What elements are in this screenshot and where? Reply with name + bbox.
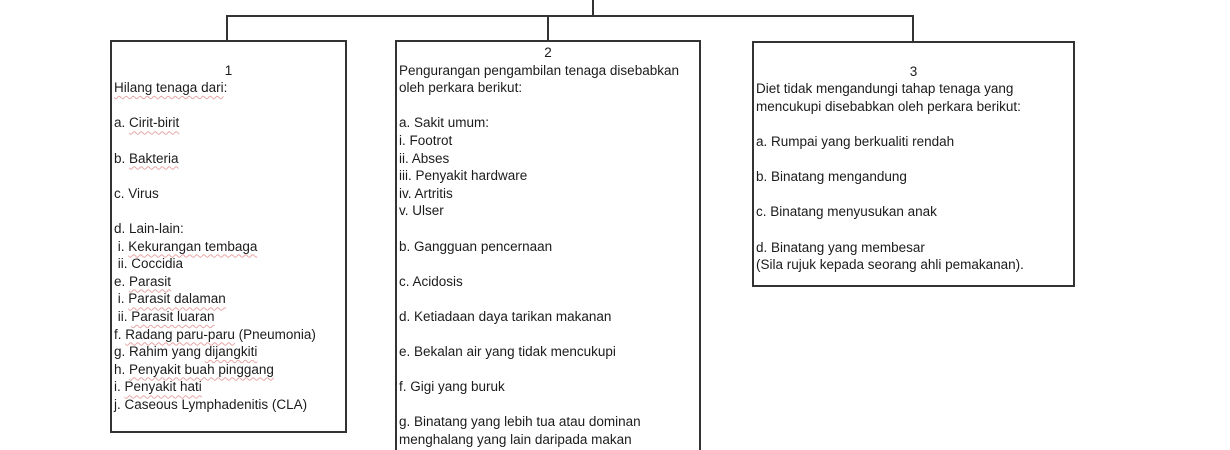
box-number-line	[114, 62, 343, 80]
text-line	[399, 185, 697, 203]
text-line	[756, 115, 1071, 133]
text-line	[114, 79, 343, 97]
text-line	[399, 343, 697, 361]
text-segment: g. Rahim yang	[114, 344, 205, 360]
misspelled-text: Bakteria	[129, 150, 179, 166]
text-line	[399, 396, 697, 414]
text-segment: Pengurangan pengambilan tenaga disebabkan	[399, 62, 679, 78]
text-segment: 3	[909, 63, 918, 79]
connector-drop-box-3	[912, 15, 914, 42]
text-line	[399, 378, 697, 396]
text-segment: :	[223, 80, 228, 96]
text-segment: ii.	[114, 308, 132, 324]
text-segment: i.	[114, 238, 129, 254]
text-line	[114, 378, 343, 396]
misspelled-text: dijangkiti	[204, 344, 258, 360]
misspelled-text: Kekurangan tembaga	[128, 238, 258, 254]
text-segment: 2	[544, 45, 552, 60]
text-segment: d. Binatang yang membesar	[756, 239, 925, 255]
text-segment: f.	[114, 326, 126, 342]
box-number-line	[399, 44, 697, 62]
text-segment: d. Lain-lain:	[114, 220, 184, 236]
text-line	[399, 97, 697, 115]
text-line	[756, 221, 1071, 239]
text-segment: i. Footrot	[399, 132, 453, 148]
box-number-line	[756, 63, 1071, 81]
text-line	[756, 45, 1071, 63]
text-segment: c. Acidosis	[399, 273, 463, 289]
misspelled-text: Cirit-birit	[129, 115, 180, 131]
text-line	[756, 80, 1071, 98]
text-line	[114, 308, 343, 326]
text-segment: i.	[114, 379, 125, 395]
text-segment: a.	[114, 115, 130, 131]
text-line	[399, 413, 697, 431]
text-line	[114, 361, 343, 379]
text-segment: i.	[114, 291, 129, 307]
text-segment: c. Virus	[114, 185, 159, 201]
flowchart-box-2	[395, 40, 701, 450]
text-segment: v. Ulser	[399, 203, 444, 219]
text-line	[399, 62, 697, 80]
text-line	[756, 186, 1071, 204]
text-line	[399, 238, 697, 256]
text-segment: h.	[114, 361, 130, 377]
text-line	[114, 132, 343, 150]
text-line	[756, 98, 1071, 116]
text-segment: (Sila rujuk kepada seorang ahli pemakanan).	[756, 257, 1024, 273]
text-line	[114, 220, 343, 238]
text-line	[399, 308, 697, 326]
text-segment: b. Binatang mengandung	[756, 169, 907, 185]
misspelled-text: Penyakit buah pinggang	[129, 361, 274, 377]
text-line	[114, 185, 343, 203]
text-line	[114, 114, 343, 132]
text-line	[399, 150, 697, 168]
text-line	[114, 202, 343, 220]
text-segment: oleh perkara berikut:	[399, 80, 523, 96]
text-line	[756, 133, 1071, 151]
text-segment: e.	[114, 273, 130, 289]
text-line	[399, 132, 697, 150]
text-line	[114, 238, 343, 256]
text-segment: j. Caseous Lymphadenitis (CLA)	[114, 396, 308, 412]
misspelled-text: Parasit dalaman	[128, 291, 226, 307]
text-line	[114, 255, 343, 273]
text-segment: (Pneumonia)	[234, 326, 316, 342]
misspelled-text: Penyakit hati	[124, 379, 202, 395]
flowchart-box-3	[752, 41, 1075, 287]
text-line	[756, 168, 1071, 186]
text-line	[114, 167, 343, 185]
text-line	[756, 151, 1071, 169]
text-line	[756, 256, 1071, 274]
text-segment: a. Rumpai yang berkualiti rendah	[756, 133, 955, 149]
connector-drop-box-2	[547, 15, 549, 41]
text-line	[756, 203, 1071, 221]
text-segment: d. Ketiadaan daya tarikan makanan	[399, 308, 612, 324]
text-segment: iv. Artritis	[399, 185, 453, 201]
text-line	[114, 97, 343, 115]
text-line	[114, 273, 343, 291]
text-line	[399, 79, 697, 97]
text-segment: b.	[114, 150, 130, 166]
misspelled-text: Parasit luaran	[131, 308, 215, 324]
text-segment: b. Gangguan pencernaan	[399, 238, 553, 254]
flowchart-box-1	[110, 40, 347, 433]
text-line	[399, 114, 697, 132]
text-line	[114, 150, 343, 168]
text-segment: ii. Abses	[399, 150, 450, 166]
connector-drop-box-1	[226, 15, 228, 41]
text-segment: mencukupi disebabkan oleh perkara berikut:	[756, 98, 1021, 114]
text-line	[114, 290, 343, 308]
text-segment: menghalang yang lain daripada makan	[399, 432, 632, 448]
text-line	[399, 167, 697, 185]
text-segment: Diet tidak mengandungi tahap tenaga yang	[756, 81, 1014, 97]
text-segment: e. Bekalan air yang tidak mencukupi	[399, 344, 616, 360]
text-line	[399, 361, 697, 379]
text-line	[114, 326, 343, 344]
text-segment: c. Binatang menyusukan anak	[756, 204, 937, 220]
connector-horizontal-rail	[226, 15, 914, 17]
text-segment: 1	[224, 62, 233, 78]
text-line	[114, 343, 343, 361]
text-line	[399, 326, 697, 344]
text-line	[399, 273, 697, 291]
misspelled-text: Radang paru-paru	[125, 326, 235, 342]
text-line	[399, 255, 697, 273]
misspelled-text: Parasit	[129, 273, 172, 289]
text-line	[756, 239, 1071, 257]
text-segment: f. Gigi yang buruk	[399, 379, 505, 395]
text-segment: g. Binatang yang lebih tua atau dominan	[399, 414, 641, 430]
text-segment: ii. Coccidia	[114, 256, 184, 272]
text-line	[399, 431, 697, 449]
text-segment: a. Sakit umum:	[399, 115, 490, 131]
text-segment: iii. Penyakit hardware	[399, 168, 528, 184]
misspelled-text: Hilang tenaga dari	[114, 80, 224, 96]
text-line	[399, 290, 697, 308]
text-line	[399, 202, 697, 220]
text-line	[399, 220, 697, 238]
text-line	[114, 44, 343, 62]
text-line	[114, 396, 343, 414]
